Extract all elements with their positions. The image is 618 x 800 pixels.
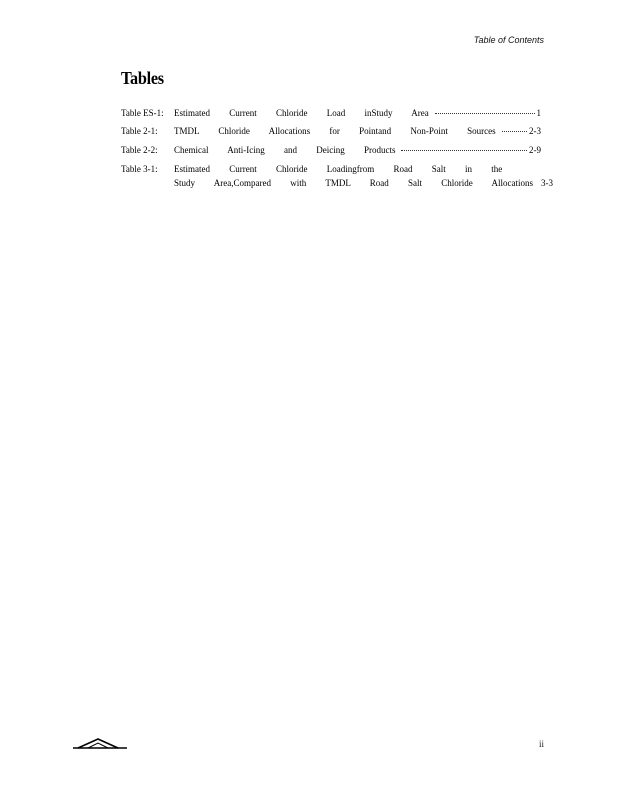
toc-entry-2-2[interactable] (121, 143, 541, 157)
running-header: Table of Contents (473, 35, 544, 45)
toc-page-number: 2-9 (529, 145, 541, 155)
toc-line (121, 124, 541, 138)
toc-page-number: 2-3 (529, 126, 541, 136)
toc-page-number: 3-3 (540, 178, 553, 188)
toc-label: Table 2-2: (121, 145, 158, 155)
toc-line-continuation (121, 176, 553, 190)
toc-leader (435, 112, 535, 114)
triangle-logo-icon (72, 736, 128, 750)
toc-line (121, 143, 541, 157)
toc-label: Table 2-1: (121, 126, 158, 136)
toc-text: Estimated Current Chloride Loadingfrom Road Salt in the (174, 164, 503, 174)
toc-page-number: 1 (536, 108, 541, 118)
toc-line (121, 162, 541, 176)
toc-label: Table ES-1: (121, 108, 164, 118)
section-title: Tables (121, 68, 164, 88)
toc-line (121, 106, 541, 120)
toc-label: Table 3-1: (121, 164, 158, 174)
toc-leader (401, 149, 527, 151)
toc-text-continuation: Study Area,Compared with TMDL Road Salt Chloride Allocations (174, 178, 533, 188)
page-number: ii (538, 739, 544, 749)
toc-entry-2-1[interactable] (121, 124, 541, 138)
toc-entry-es-1[interactable] (121, 106, 541, 120)
toc-text: Estimated Current Chloride Load inStudy Area (174, 108, 429, 118)
toc-leader (502, 130, 527, 132)
toc-text: TMDL Chloride Allocations for Pointand Non-Point Sources (174, 126, 496, 136)
toc-text: Chemical Anti-Icing and Deicing Products (174, 145, 396, 155)
toc-entry-3-1[interactable] (121, 162, 553, 190)
